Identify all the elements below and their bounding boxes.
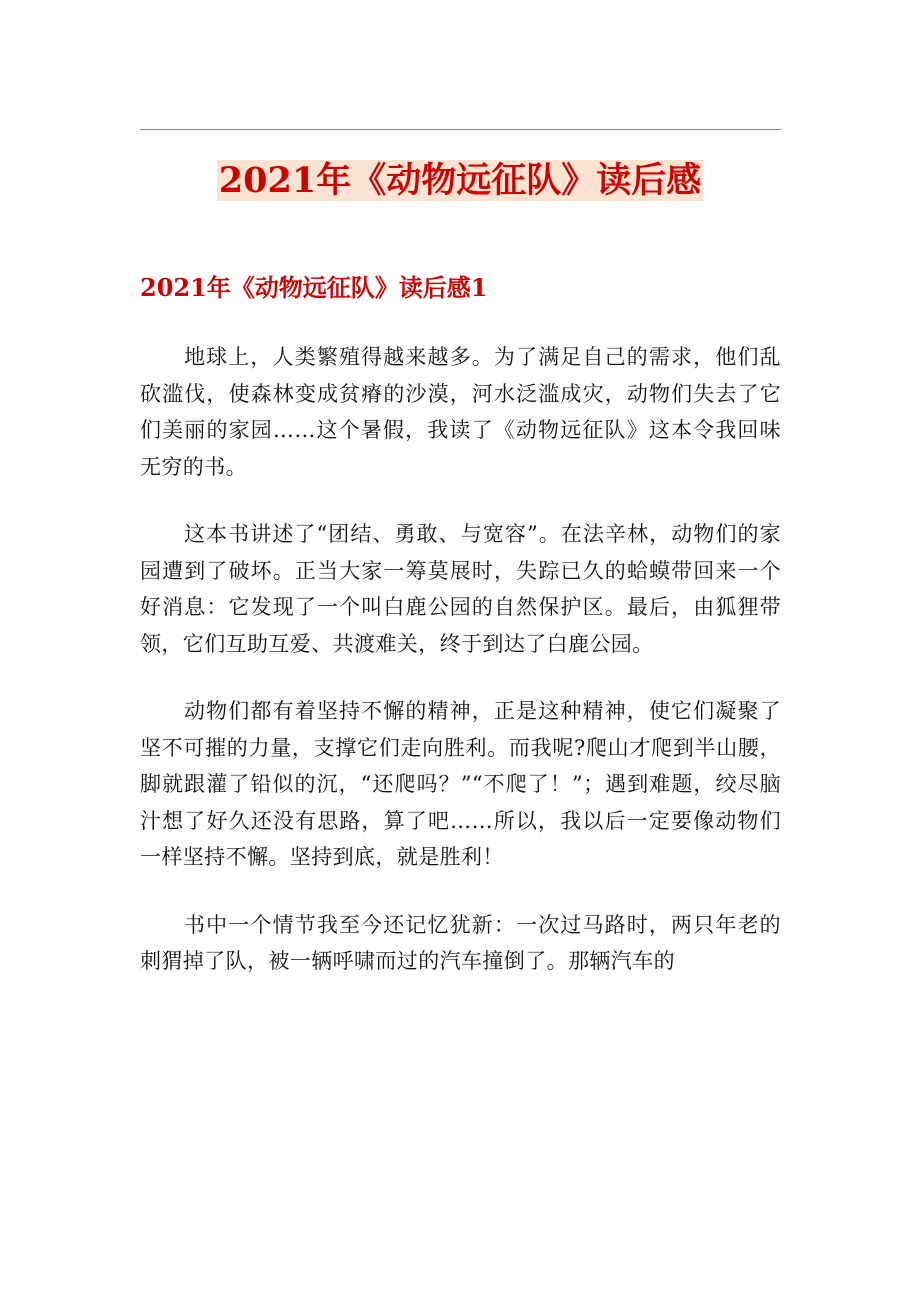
paragraph-4: 书中一个情节我至今还记忆犹新：一次过马路时，两只年老的刺猬掉了队，被一辆呼啸而过的汽车撞倒了。那辆汽车的: [140, 912, 781, 973]
document-title: [0, 158, 920, 204]
section-heading: 2021年《动物远征队》读后感1: [140, 273, 488, 302]
paragraph-1: 地球上，人类繁殖得越来越多。为了满足自己的需求，他们乱砍滥伐，使森林变成贫瘠的沙漠，河水泛滥成灾，动物们失去了它们美丽的家园……这个暑假，我读了《动物远征队》这本令我回味无穷的书。: [140, 345, 781, 479]
document-title-text: 2021年《动物远征队》读后感: [218, 160, 702, 201]
document-body: [140, 339, 781, 1011]
paragraph-3: 动物们都有着坚持不懈的精神，正是这种精神，使它们凝聚了坚不可摧的力量，支撑它们走向胜利。而我呢?爬山才爬到半山腰，脚就跟灌了铅似的沉，“还爬吗？”“不爬了！”；遇到难题，绞尽脑汁想了好久还没有思路，算了吧……所以，我以后一定要像动物们一样坚持不懈。坚持到底，就是胜利！: [140, 699, 781, 869]
paragraph-2: 这本书讲述了“团结、勇敢、与宽容”。在法辛林，动物们的家园遭到了破坏。正当大家一筹莫展时，失踪已久的蛤蟆带回来一个好消息：它发现了一个叫白鹿公园的自然保护区。最后，由狐狸带领，它们互助互爱、共渡难关，终于到达了白鹿公园。: [140, 522, 781, 656]
header-rule: [140, 129, 781, 130]
